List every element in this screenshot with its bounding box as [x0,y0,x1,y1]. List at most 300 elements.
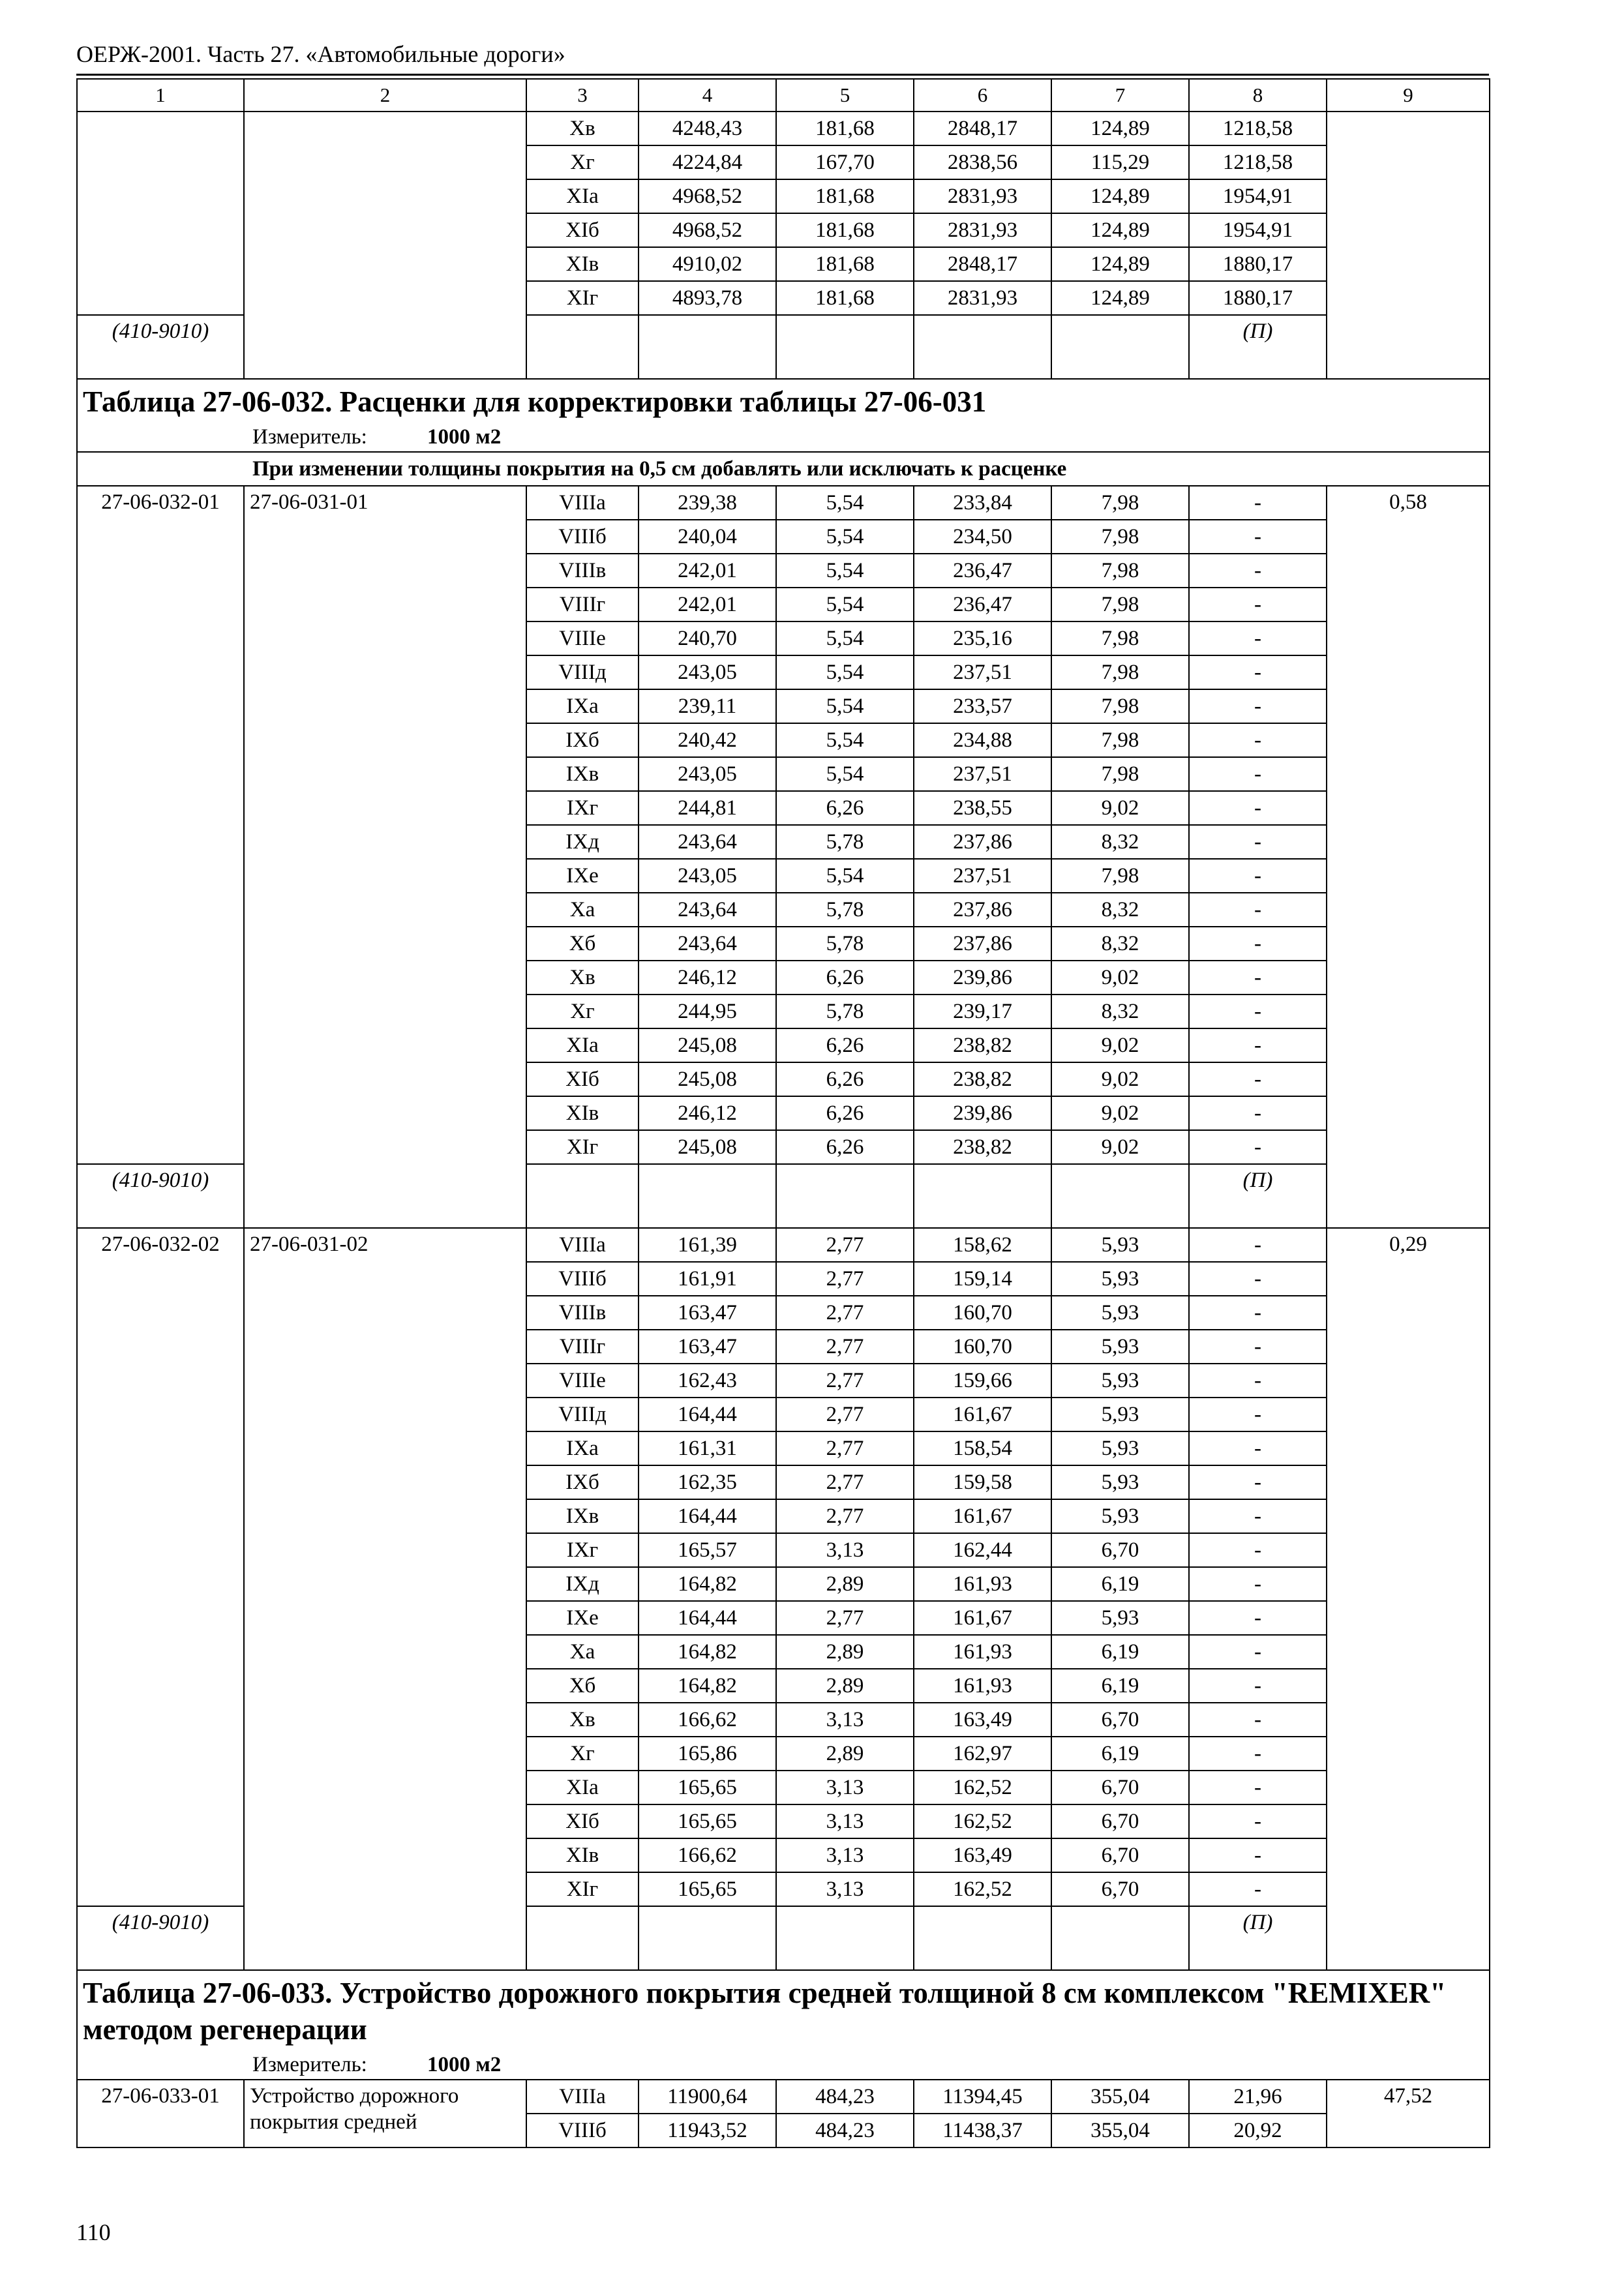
materials-cell: - [1189,1296,1327,1330]
operator-wages-cell: 9,02 [1051,1062,1189,1096]
wages-cell: 167,70 [776,145,914,179]
direct-cost-cell: 162,43 [639,1364,776,1398]
operator-wages-cell: 124,89 [1051,281,1189,315]
wages-cell: 5,78 [776,927,914,961]
direct-cost-cell: 245,08 [639,1062,776,1096]
table-body [77,79,1490,2147]
direct-cost-cell: 244,81 [639,791,776,825]
material-unit: (П) [1189,315,1327,379]
direct-cost-cell: 243,64 [639,893,776,927]
wages-cell: 5,78 [776,995,914,1028]
machines-cell: 2848,17 [914,112,1051,145]
column-number-7: 7 [1051,79,1189,112]
operator-wages-cell: 7,98 [1051,859,1189,893]
materials-cell: - [1189,1601,1327,1635]
machines-cell: 234,88 [914,723,1051,757]
zone-cell: VIIIа [526,2080,639,2114]
wages-cell: 5,54 [776,723,914,757]
materials-cell: - [1189,1364,1327,1398]
machines-cell: 2848,17 [914,247,1051,281]
zone-cell: XIа [526,179,639,213]
operator-wages-cell: 5,93 [1051,1364,1189,1398]
wages-cell: 5,54 [776,757,914,791]
machines-cell: 237,86 [914,893,1051,927]
wages-cell: 2,77 [776,1431,914,1465]
machines-cell: 161,93 [914,1635,1051,1669]
machines-cell: 161,67 [914,1601,1051,1635]
wages-cell: 181,68 [776,112,914,145]
direct-cost-cell: 165,86 [639,1737,776,1771]
wages-cell: 2,89 [776,1635,914,1669]
machines-cell: 238,82 [914,1062,1051,1096]
operator-wages-cell: 115,29 [1051,145,1189,179]
zone-cell: XIг [526,281,639,315]
machines-cell: 239,86 [914,961,1051,995]
machines-cell: 2831,93 [914,179,1051,213]
table-title-row [77,1970,1490,2050]
direct-cost-cell: 4224,84 [639,145,776,179]
wages-cell: 2,77 [776,1364,914,1398]
materials-cell: - [1189,825,1327,859]
operator-wages-cell: 6,70 [1051,1838,1189,1872]
direct-cost-cell: 164,82 [639,1567,776,1601]
zone-cell: XIа [526,1028,639,1062]
direct-cost-cell: 246,12 [639,1096,776,1130]
zone-cell: Xб [526,1669,639,1703]
machines-cell: 159,58 [914,1465,1051,1499]
wages-cell: 5,78 [776,825,914,859]
empty-cell [639,1164,776,1228]
direct-cost-cell: 244,95 [639,995,776,1028]
wages-cell: 2,89 [776,1669,914,1703]
direct-cost-cell: 165,65 [639,1872,776,1906]
operator-wages-cell: 5,93 [1051,1296,1189,1330]
operator-wages-cell: 7,98 [1051,655,1189,689]
materials-cell: - [1189,1838,1327,1872]
zone-cell: VIIIв [526,554,639,588]
zone-cell: IXг [526,1533,639,1567]
direct-cost-cell: 164,82 [639,1669,776,1703]
wages-cell: 5,54 [776,588,914,621]
materials-cell: - [1189,1567,1327,1601]
column-number-4: 4 [639,79,776,112]
operator-wages-cell: 6,19 [1051,1567,1189,1601]
materials-cell: - [1189,1533,1327,1567]
direct-cost-cell: 4968,52 [639,213,776,247]
machines-cell: 2838,56 [914,145,1051,179]
operator-wages-cell: 124,89 [1051,179,1189,213]
materials-cell: - [1189,1096,1327,1130]
direct-cost-cell: 4248,43 [639,112,776,145]
materials-cell: - [1189,1499,1327,1533]
materials-cell: - [1189,655,1327,689]
zone-cell: Xг [526,995,639,1028]
materials-cell: - [1189,1737,1327,1771]
zone-cell: IXб [526,723,639,757]
labor-cost-cell [1327,112,1490,379]
machines-cell: 161,93 [914,1669,1051,1703]
wages-cell: 181,68 [776,247,914,281]
zone-cell: Xв [526,112,639,145]
materials-cell: - [1189,689,1327,723]
zone-cell: VIIIе [526,1364,639,1398]
machines-cell: 238,55 [914,791,1051,825]
empty-cell [914,315,1051,379]
machines-cell: 161,67 [914,1398,1051,1431]
column-number-3: 3 [526,79,639,112]
unit-value: 1000 м2 [427,2053,502,2076]
wages-cell: 5,78 [776,893,914,927]
direct-cost-cell: 243,05 [639,757,776,791]
wages-cell: 3,13 [776,1872,914,1906]
wages-cell: 181,68 [776,281,914,315]
direct-cost-cell: 163,47 [639,1330,776,1364]
wages-cell: 3,13 [776,1838,914,1872]
wages-cell: 2,77 [776,1262,914,1296]
operator-wages-cell: 8,32 [1051,995,1189,1028]
empty-cell [914,1164,1051,1228]
unit-label: Измеритель: [252,425,367,449]
wages-cell: 6,26 [776,1096,914,1130]
materials-cell: - [1189,1635,1327,1669]
operator-wages-cell: 7,98 [1051,486,1189,520]
unit-row [77,423,1490,452]
unit-value: 1000 м2 [427,425,502,449]
machines-cell: 11394,45 [914,2080,1051,2114]
wages-cell: 3,13 [776,1771,914,1804]
zone-cell: XIа [526,1771,639,1804]
zone-cell: XIв [526,247,639,281]
document-header: ОЕРЖ-2001. Часть 27. «Автомобильные дороги» [76,41,565,67]
empty-cell [776,1164,914,1228]
zone-cell: Xа [526,1635,639,1669]
operator-wages-cell: 7,98 [1051,621,1189,655]
wages-cell: 3,13 [776,1533,914,1567]
direct-cost-cell: 243,64 [639,927,776,961]
wages-cell: 5,54 [776,520,914,554]
operator-wages-cell: 6,19 [1051,1635,1189,1669]
wages-cell: 484,23 [776,2114,914,2147]
zone-cell: IXг [526,791,639,825]
machines-cell: 237,86 [914,825,1051,859]
materials-cell: - [1189,588,1327,621]
machines-cell: 162,52 [914,1804,1051,1838]
direct-cost-cell: 161,31 [639,1431,776,1465]
zone-cell: IXд [526,825,639,859]
operator-wages-cell: 5,93 [1051,1262,1189,1296]
machines-cell: 163,49 [914,1838,1051,1872]
machines-cell: 162,97 [914,1737,1051,1771]
direct-cost-cell: 243,05 [639,859,776,893]
machines-cell: 2831,93 [914,281,1051,315]
zone-cell: VIIIа [526,486,639,520]
direct-cost-cell: 242,01 [639,588,776,621]
wages-cell: 6,26 [776,1028,914,1062]
zone-cell: VIIIб [526,520,639,554]
machines-cell: 161,67 [914,1499,1051,1533]
rate-description: 27-06-031-02 [244,1228,526,1970]
machines-cell: 159,66 [914,1364,1051,1398]
machines-cell: 159,14 [914,1262,1051,1296]
table-title-row [77,379,1490,423]
note-row [77,452,1490,486]
zone-cell: Xв [526,1703,639,1737]
wages-cell: 2,77 [776,1398,914,1431]
operator-wages-cell: 6,70 [1051,1703,1189,1737]
operator-wages-cell: 124,89 [1051,213,1189,247]
wages-cell: 484,23 [776,2080,914,2114]
materials-cell: - [1189,893,1327,927]
machines-cell: 158,62 [914,1228,1051,1262]
operator-wages-cell: 9,02 [1051,1130,1189,1164]
unit-row [77,2050,1490,2080]
empty-cell [776,1906,914,1970]
empty-cell [639,1906,776,1970]
materials-cell: - [1189,1262,1327,1296]
direct-cost-cell: 239,38 [639,486,776,520]
direct-cost-cell: 164,44 [639,1499,776,1533]
machines-cell: 237,51 [914,859,1051,893]
adjustment-note: При изменении толщины покрытия на 0,5 см добавлять или исключать к расценке [77,452,1490,486]
empty-cell [914,1906,1051,1970]
materials-cell: - [1189,1804,1327,1838]
operator-wages-cell: 9,02 [1051,791,1189,825]
direct-cost-cell: 164,44 [639,1601,776,1635]
empty-cell [776,315,914,379]
table-row [77,112,1490,145]
operator-wages-cell: 6,70 [1051,1533,1189,1567]
machines-cell: 163,49 [914,1703,1051,1737]
zone-cell: XIб [526,1062,639,1096]
materials-cell: - [1189,1872,1327,1906]
labor-cost-cell: 47,52 [1327,2080,1490,2147]
operator-wages-cell: 8,32 [1051,825,1189,859]
materials-cell: 1880,17 [1189,247,1327,281]
wages-cell: 5,54 [776,689,914,723]
operator-wages-cell: 7,98 [1051,520,1189,554]
zone-cell: XIб [526,213,639,247]
machines-cell: 162,52 [914,1872,1051,1906]
machines-cell: 238,82 [914,1028,1051,1062]
empty-cell [526,315,639,379]
operator-wages-cell: 5,93 [1051,1465,1189,1499]
zone-cell: Xв [526,961,639,995]
column-number-8: 8 [1189,79,1327,112]
direct-cost-cell: 165,57 [639,1533,776,1567]
zone-cell: Xб [526,927,639,961]
materials-cell: - [1189,486,1327,520]
empty-cell [526,1906,639,1970]
rate-code: 27-06-033-01 [77,2080,244,2147]
wages-cell: 181,68 [776,213,914,247]
materials-cell: - [1189,1669,1327,1703]
material-code: (410-9010) [77,1906,244,1970]
wages-cell: 5,54 [776,486,914,520]
wages-cell: 2,89 [776,1567,914,1601]
materials-cell: - [1189,520,1327,554]
column-number-1: 1 [77,79,244,112]
wages-cell: 2,77 [776,1330,914,1364]
materials-cell: - [1189,961,1327,995]
operator-wages-cell: 7,98 [1051,757,1189,791]
materials-cell: 1954,91 [1189,213,1327,247]
materials-cell: - [1189,723,1327,757]
operator-wages-cell: 124,89 [1051,247,1189,281]
machines-cell: 236,47 [914,588,1051,621]
operator-wages-cell: 6,70 [1051,1804,1189,1838]
machines-cell: 237,51 [914,655,1051,689]
materials-cell: 21,96 [1189,2080,1327,2114]
materials-cell: - [1189,1062,1327,1096]
zone-cell: VIIIг [526,588,639,621]
column-number-2: 2 [244,79,526,112]
wages-cell: 3,13 [776,1804,914,1838]
operator-wages-cell: 8,32 [1051,927,1189,961]
labor-cost-cell: 0,58 [1327,486,1490,1228]
column-number-row [77,79,1490,112]
operator-wages-cell: 9,02 [1051,1096,1189,1130]
operator-wages-cell: 5,93 [1051,1601,1189,1635]
materials-cell: 1218,58 [1189,145,1327,179]
operator-wages-cell: 355,04 [1051,2080,1189,2114]
materials-cell: - [1189,621,1327,655]
zone-cell: IXв [526,1499,639,1533]
machines-cell: 233,57 [914,689,1051,723]
price-table [76,78,1490,2148]
materials-cell: - [1189,554,1327,588]
zone-cell: Xа [526,893,639,927]
direct-cost-cell: 164,82 [639,1635,776,1669]
direct-cost-cell: 11943,52 [639,2114,776,2147]
rate-description: Устройство дорожного покрытия средней [244,2080,526,2147]
materials-cell: - [1189,1703,1327,1737]
direct-cost-cell: 240,42 [639,723,776,757]
zone-cell: IXв [526,757,639,791]
zone-cell: VIIIд [526,1398,639,1431]
machines-cell: 239,86 [914,1096,1051,1130]
zone-cell: IXа [526,1431,639,1465]
zone-cell: VIIIе [526,621,639,655]
direct-cost-cell: 240,04 [639,520,776,554]
zone-cell: VIIIг [526,1330,639,1364]
zone-cell: XIг [526,1872,639,1906]
materials-cell: - [1189,791,1327,825]
rate-code: 27-06-032-01 [77,486,244,1164]
table-row [77,486,1490,520]
operator-wages-cell: 6,70 [1051,1872,1189,1906]
operator-wages-cell: 6,19 [1051,1669,1189,1703]
materials-cell: 1218,58 [1189,112,1327,145]
operator-wages-cell: 5,93 [1051,1499,1189,1533]
zone-cell: VIIIб [526,1262,639,1296]
wages-cell: 5,54 [776,621,914,655]
header-rule [76,74,1489,76]
direct-cost-cell: 240,70 [639,621,776,655]
operator-wages-cell: 5,93 [1051,1330,1189,1364]
operator-wages-cell: 7,98 [1051,689,1189,723]
empty-cell [639,315,776,379]
unit-cell [77,423,1490,452]
direct-cost-cell: 11900,64 [639,2080,776,2114]
machines-cell: 233,84 [914,486,1051,520]
operator-wages-cell: 5,93 [1051,1228,1189,1262]
machines-cell: 162,44 [914,1533,1051,1567]
operator-wages-cell: 5,93 [1051,1431,1189,1465]
machines-cell: 160,70 [914,1296,1051,1330]
materials-cell: - [1189,1330,1327,1364]
machines-cell: 2831,93 [914,213,1051,247]
rate-code [77,112,244,315]
machines-cell: 239,17 [914,995,1051,1028]
material-code: (410-9010) [77,315,244,379]
machines-cell: 236,47 [914,554,1051,588]
materials-cell: - [1189,927,1327,961]
zone-cell: IXд [526,1567,639,1601]
operator-wages-cell: 6,70 [1051,1771,1189,1804]
zone-cell: XIв [526,1838,639,1872]
operator-wages-cell: 7,98 [1051,554,1189,588]
direct-cost-cell: 166,62 [639,1703,776,1737]
materials-cell: - [1189,757,1327,791]
column-number-5: 5 [776,79,914,112]
wages-cell: 5,54 [776,554,914,588]
machines-cell: 238,82 [914,1130,1051,1164]
materials-cell: - [1189,1130,1327,1164]
zone-cell: IXа [526,689,639,723]
zone-cell: VIIIд [526,655,639,689]
zone-cell: XIб [526,1804,639,1838]
unit-label: Измеритель: [252,2053,367,2076]
zone-cell: Xг [526,1737,639,1771]
wages-cell: 2,77 [776,1296,914,1330]
machines-cell: 237,86 [914,927,1051,961]
wages-cell: 6,26 [776,1130,914,1164]
direct-cost-cell: 4910,02 [639,247,776,281]
materials-cell: - [1189,1398,1327,1431]
zone-cell: IXе [526,1601,639,1635]
direct-cost-cell: 4968,52 [639,179,776,213]
wages-cell: 181,68 [776,179,914,213]
direct-cost-cell: 245,08 [639,1028,776,1062]
table-row [77,1228,1490,1262]
materials-cell: - [1189,995,1327,1028]
materials-cell: 20,92 [1189,2114,1327,2147]
zone-cell: VIIIб [526,2114,639,2147]
materials-cell: - [1189,859,1327,893]
direct-cost-cell: 4893,78 [639,281,776,315]
operator-wages-cell: 8,32 [1051,893,1189,927]
column-number-6: 6 [914,79,1051,112]
page-number: 110 [76,2219,111,2245]
machines-cell: 237,51 [914,757,1051,791]
operator-wages-cell: 5,93 [1051,1398,1189,1431]
machines-cell: 11438,37 [914,2114,1051,2147]
zone-cell: VIIIв [526,1296,639,1330]
wages-cell: 2,77 [776,1499,914,1533]
direct-cost-cell: 166,62 [639,1838,776,1872]
wages-cell: 2,77 [776,1228,914,1262]
operator-wages-cell: 124,89 [1051,112,1189,145]
materials-cell: - [1189,1028,1327,1062]
wages-cell: 2,89 [776,1737,914,1771]
material-unit: (П) [1189,1906,1327,1970]
direct-cost-cell: 161,39 [639,1228,776,1262]
operator-wages-cell: 7,98 [1051,723,1189,757]
direct-cost-cell: 164,44 [639,1398,776,1431]
direct-cost-cell: 162,35 [639,1465,776,1499]
materials-cell: 1954,91 [1189,179,1327,213]
direct-cost-cell: 161,91 [639,1262,776,1296]
